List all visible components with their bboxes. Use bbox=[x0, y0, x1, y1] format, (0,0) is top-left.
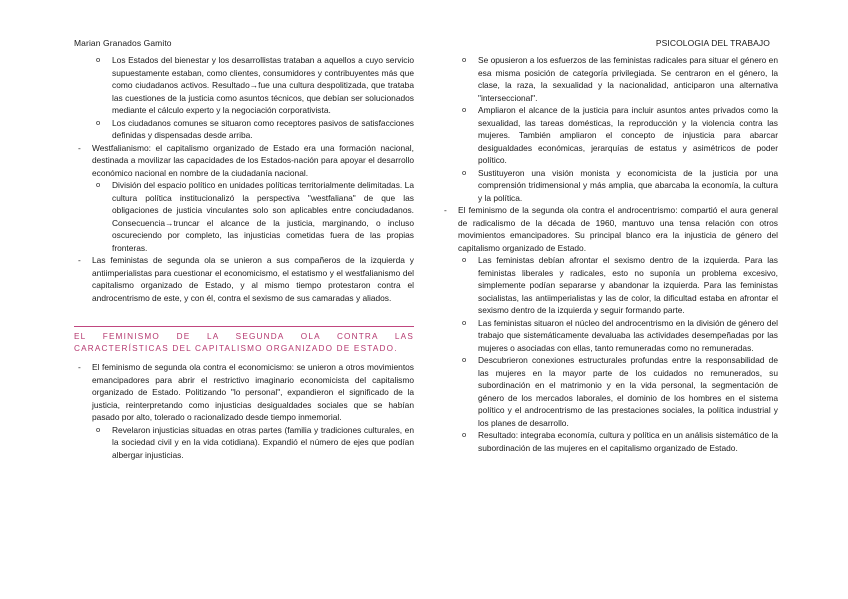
item-text: El feminismo de la segunda ola contra el androcentrismo: compartió el aura general de radicalismo de la década de 1960, mantuvo una tensa relación con otros movimientos emancipadores. Su principal blanco era la injusticia de género del capitalismo organizado de Estado. bbox=[458, 205, 778, 253]
item-text: Las feministas de segunda ola se unieron a sus compañeros de la izquierda y antiimperialistas para cuestionar el economicismo, el estatismo y el westfalianismo del capitalismo organizado de Estado, y al mismo tiempo protestaron contra el androcentrismo de este, y con él, contra el sexismo de sus camaradas y aliados. bbox=[92, 255, 414, 303]
item-text: Los Estados del bienestar y los desarrollistas trataban a aquellos a cuyo servicio supuestamente estaban, como clientes, consumidores y contribuyentes más que como ciudadanos activos. Resultado→fue una cultura despolitizada, que trataba las cuestiones de la justicia como asuntos técnicos, que debían ser solucionados mediante el cálculo experto y la negociación corporativista. bbox=[112, 55, 414, 115]
sub-bullet-marker: o bbox=[462, 355, 467, 364]
list-item bbox=[440, 317, 778, 355]
section-title: EL FEMINISMO DE LA SEGUNDA OLA CONTRA LAS CARACTERÍSTICAS DEL CAPITALISMO ORGANIZADO DE ESTADO. bbox=[74, 332, 414, 353]
list-item bbox=[440, 204, 778, 254]
list-item bbox=[74, 361, 414, 424]
list-item bbox=[440, 429, 778, 454]
list-item bbox=[440, 167, 778, 205]
list-item bbox=[440, 254, 778, 317]
list-item bbox=[74, 254, 414, 304]
list-item bbox=[440, 54, 778, 104]
list-item bbox=[74, 424, 414, 462]
list-item bbox=[74, 117, 414, 142]
list-item bbox=[74, 179, 414, 254]
bullet-marker: - bbox=[78, 362, 81, 372]
sub-bullet-marker: o bbox=[462, 167, 467, 177]
item-text: Revelaron injusticias situadas en otras partes (familia y tradiciones culturales, en la sociedad civil y en la vida cotidiana). Expandió el número de ejes que podían albergar injusticias. bbox=[112, 424, 414, 460]
bullet-marker: - bbox=[78, 142, 81, 153]
item-text: Ampliaron el alcance de la justicia para incluir asuntos antes privados como la sexualidad, las tareas domésticas, la reproducción y la violencia contra las mujeres. También ampliaron el concepto de injusticia para abarcar desigualdades económicas, jerarquías de estatus y asimétricos de poder político. bbox=[478, 105, 778, 165]
right-column bbox=[440, 54, 778, 454]
sub-bullet-marker: o bbox=[96, 117, 101, 127]
sub-bullet-marker: o bbox=[462, 105, 467, 114]
sub-bullet-marker: o bbox=[96, 180, 101, 189]
list-item bbox=[440, 104, 778, 167]
item-text: El feminismo de segunda ola contra el economicismo: se unieron a otros movimientos emancipadores para abrir el restrictivo imaginario economicista del capitalismo organizado de Estado. Politizando "lo personal", expandieron el significado de la justicia, reinterpretando como injusticias desigualdades sociales que se habían pasado por alto, tolerado o racionalizado desde tiempo inmemorial. bbox=[92, 362, 414, 422]
item-text: Descubrieron conexiones estructurales profundas entre la responsabilidad de las mujeres en la mayor parte de los cuidados no remunerados, su subordinación en el matrimonio y en la vida personal, la segmentación de género de los mercados laborales, el dominio de los hombres en el sistema político y el androcentrismo de las prestaciones sociales, la política industrial y los planes de desarrollo. bbox=[478, 355, 778, 428]
item-text: Las feministas situaron el núcleo del androcentrismo en la división de género del trabajo que sistemáticamente devaluaba las actividades desempeñadas por las mujeres o asociadas con ellas, tanto remuneradas como no remuneradas. bbox=[478, 317, 778, 353]
item-text: Resultado: integraba economía, cultura y política en un análisis sistemático de la subordinación de las mujeres en el capitalismo organizado de Estado. bbox=[478, 430, 778, 453]
list-item bbox=[440, 354, 778, 429]
item-text: Sustituyeron una visión monista y economicista de la justicia por una comprensión tridimensional y más amplia, que abarcaba la economía, la cultura y la política. bbox=[478, 167, 778, 203]
item-text: División del espacio político en unidades políticas territorialmente delimitadas. La cultura política institucionalizó la perspectiva "westfaliana" de que las obligaciones de justicia vinculantes solo son aplicables entre conciudadanos. Consecuencia→truncar el alcance de la justicia, marginando, o incluso oscureciendo por completo, las injusticias cometidas fuera de las propias fronteras. bbox=[112, 180, 414, 253]
item-text: Se opusieron a los esfuerzos de las feministas radicales para situar el género en esa misma posición de categoría privilegiada. Se centraron en el género, la clase, la raza, la sexualidad y la nacionalidad, anticiparon una alternativa "interseccional". bbox=[478, 55, 778, 103]
sub-bullet-marker: o bbox=[96, 55, 101, 64]
list-item bbox=[74, 142, 414, 180]
bullet-marker: - bbox=[78, 255, 81, 265]
section-heading bbox=[74, 326, 414, 355]
sub-bullet-marker: o bbox=[462, 430, 467, 439]
sub-bullet-marker: o bbox=[462, 317, 467, 327]
sub-bullet-marker: o bbox=[96, 424, 101, 434]
sub-bullet-marker: o bbox=[462, 55, 467, 64]
item-text: Las feministas debían afrontar el sexismo dentro de la izquierda. Para las feministas liberales y radicales, esto no suponía un problema excesivo, simplemente podían separarse y abandonar la izquierda. Para las feministas socialistas, las antiimperialistas y las de color, la dificultad estaba en afrontar el sexismo dentro de la izquierda y seguir formando parte. bbox=[478, 255, 778, 315]
header-author: Marian Granados Gamito bbox=[74, 38, 172, 48]
item-text: Los ciudadanos comunes se situaron como receptores pasivos de satisfacciones definidas y dispensadas desde arriba. bbox=[112, 117, 414, 140]
list-item bbox=[74, 54, 414, 117]
left-column bbox=[74, 54, 414, 461]
bullet-marker: - bbox=[444, 205, 447, 215]
item-text: Westfalianismo: el capitalismo organizado de Estado era una formación nacional, destinada a movilizar las capacidades de los Estados-nación para apoyar el desarrollo económico nacional en nombre de la ciudadanía nacional. bbox=[92, 142, 414, 178]
sub-bullet-marker: o bbox=[462, 255, 467, 264]
header-subject: PSICOLOGIA DEL TRABAJO bbox=[655, 38, 770, 48]
